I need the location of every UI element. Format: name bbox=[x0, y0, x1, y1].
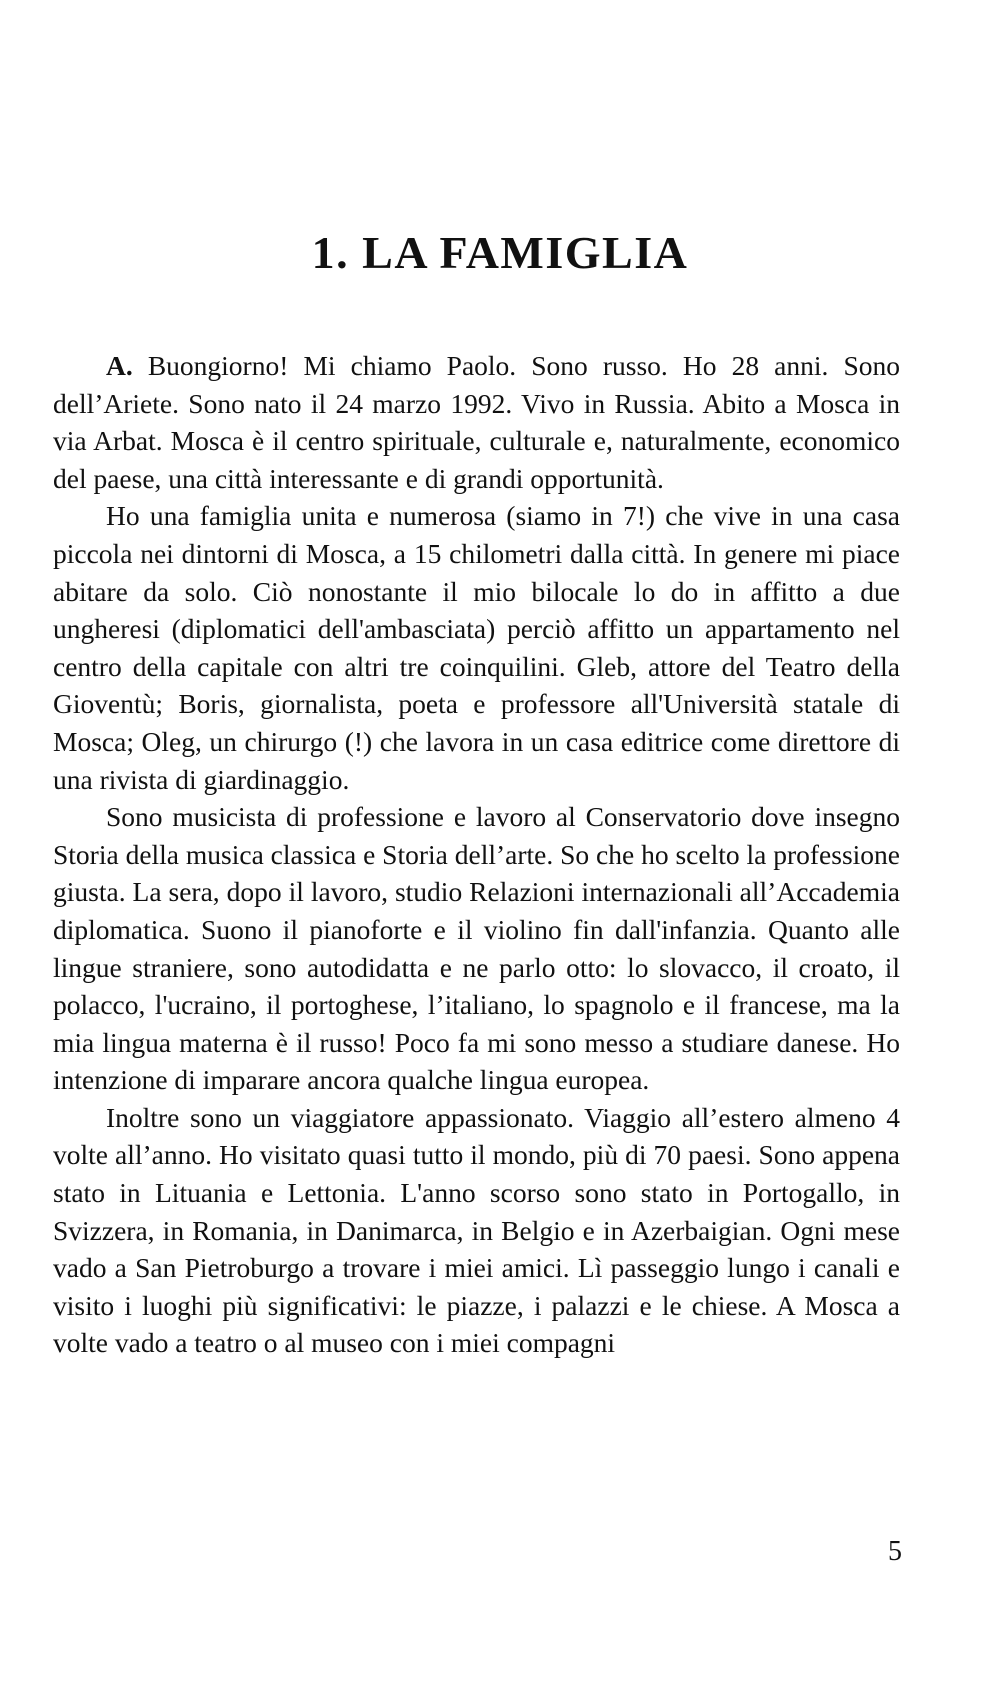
body-text bbox=[53, 347, 900, 1362]
chapter-title: 1. LA FAMIGLIA bbox=[311, 227, 689, 278]
paragraph-text: Buongiorno! Mi chiamo Paolo. Sono russo. Ho 28 anni. Sono dell’Ariete. Sono nato il 24 marzo 1992. Vivo in Russia. Abito a Mosca in via Arbat. Mosca è il centro spirituale, culturale e, naturalmente, economico del paese, una città interessante e di grandi opportunità. bbox=[53, 350, 900, 494]
paragraph bbox=[53, 347, 900, 497]
page-number: 5 bbox=[888, 1536, 902, 1567]
section-marker: A. bbox=[106, 350, 133, 381]
paragraph: Inoltre sono un viaggiatore appassionato. Viaggio all’estero almeno 4 volte all’anno. Ho visitato quasi tutto il mondo, più di 70 paesi. Sono appena stato in Lituania e Lettonia. L'anno scorso sono stato in Portogallo, in Svizzera, in Romania, in Danimarca, in Belgio e in Azerbaigian. Ogni mese vado a San Pietroburgo a trovare i miei amici. Lì passeggio lungo i canali e visito i luoghi più significativi: le piazze, i palazzi e le chiese. A Mosca a volte vado a teatro o al museo con i miei compagni bbox=[53, 1101, 900, 1359]
paragraph: Sono musicista di professione e lavoro al Conservatorio dove insegno Storia della musica classica e Storia dell’arte. So che ho scelto la professione giusta. La sera, dopo il lavoro, studio Relazioni internazionali all’Accademia diplomatica. Suono il pianoforte e il violino fin dall'infanzia. Quanto alle lingue straniere, sono autodidatta e ne parlo otto: lo slovacco, il croato, il polacco, l'ucraino, il portoghese, l’italiano, lo spagnolo e il francese, ma la mia lingua materna è il russo! Poco fa mi sono messo a studiare danese. Ho intenzione di imparare ancora qualche lingua europea. bbox=[53, 801, 900, 1096]
paragraph: Ho una famiglia unita e numerosa (siamo in 7!) che vive in una casa piccola nei dintorni di Mosca, a 15 chilometri dalla città. In genere mi piace abitare da solo. Ciò nonostante il mio bilocale lo do in affitto a due ungheresi (diplomatici dell'ambasciata) perciò affitto un appartamento nel centro della capitale con altri tre coinquilini. Gleb, attore del Teatro della Gioventù; Boris, giornalista, poeta e professore all'Università statale di Mosca; Oleg, un chirurgo (!) che lavora in un casa editrice come direttore di una rivista di giardinaggio. bbox=[53, 500, 900, 795]
